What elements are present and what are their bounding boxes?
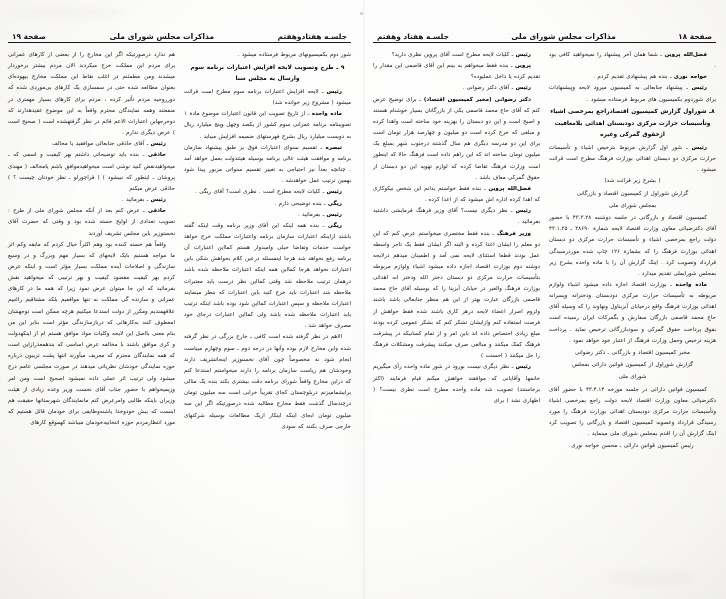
paragraph	[184, 187, 351, 198]
paragraph-text: هم ندارد درصورتیکه اگر این مخارج را از بعضی از کارهای عمرانی برای مردم این مملکت خرج میکردند الان مردم بیشتر برخوردار میشدند ومن مطمئنم در اغلب نقاط این مملکت مخارج بیهوده‌ای بعنوان مطالعه شده حتی در سمسازی یک کارهای بی‌موردی شده که دورروحیه مردم تأثیر کرده ، مردم برای کارهای بسیار مهمتری در منفعتند وهمه نمایندگان محترم واقعاً به این موضوع عقیدهدارند که دوخرجهاین اعتبارات الاعم قائم در نظر گرفتهشده است ( صحیح است ) عرض دیگری ندارم .	[8, 52, 175, 137]
signature-text: رئیس کمیسیون قوانین دارائی ـ محسن خواجه نوری	[571, 443, 694, 450]
paragraph	[184, 143, 351, 188]
paragraph-text: ـ از تاریخ تصویب این قانون اعتبارات موضوع مادة ۱ تصویبنامه برنامه عمرانی سوم کشور از یکصد وچهل وپنج میلیارد ریال به دویست میلیارد ریال بشرح فهرستهای ضمیمه افزایش میباید .	[184, 111, 351, 140]
column-left-page-right	[184, 50, 351, 590]
clause-label: ماده واحده	[311, 111, 342, 118]
speaker-name: خواجه نوری	[673, 74, 707, 81]
columns-right-page	[373, 50, 716, 590]
paragraph	[549, 213, 716, 280]
paragraph-text: ـ بفرمائید .	[121, 197, 151, 204]
paragraph-text: ـ کلیات لایحه مطرح است آقای پروین نظری دارید؟	[391, 52, 516, 58]
paragraph-text: ـ شور اول گزارش مربوط بترخیص اشیاء و تأسیسات حرارت مرکزی دو دبستان اهدائی بوزارت فرهنگ مطرح است قرائت میشود .	[549, 145, 716, 174]
paragraph-text: ـ آقای دکتر رضوانی .	[462, 85, 516, 92]
report-heading-line: شورای ملی	[618, 374, 647, 381]
paragraph	[373, 206, 540, 228]
paragraph-text: ـ تقسیم سنوای اعتبارات فوق بر طبق پیشنهاد سازمان برنامه و موافقت هیئت عالی برنامه بوسیله هیئتدولت بعمل خواهد آمد . چنانچه بعداً نیز احتیاجی به تغییر تقسیم سنواتی مزبور پیدا شود بهمین ترتیب عمل خواهدشد .	[184, 144, 351, 185]
agenda-heading-text: ۸ـ شوراول گزارش کمیسیون اقتصادراجع بمرخصی اشیاء وتأسیسات حرارت مرکزی دودبستان اهدائی بلامعافیت ازحقوق گمرکی وغیره	[550, 109, 715, 139]
column-right-page-left	[373, 50, 540, 590]
speaker-name: رئیس	[326, 189, 342, 196]
speaker-name: فضل‌الله پروین	[664, 52, 707, 58]
speaker-name: وزیر فرهنگ	[496, 230, 531, 237]
paragraph	[373, 95, 540, 184]
paragraph	[549, 143, 716, 176]
session-label-right: جلسـه هفتاد وهفتم	[377, 32, 449, 41]
speaker-name: ریگی	[327, 200, 342, 207]
report-heading-line: گزارش شوراول از کمیسیون اقتصاد و بازرگانی	[576, 190, 689, 197]
speaker-name: رئیس	[326, 211, 342, 218]
agenda-heading	[184, 63, 351, 86]
paragraph-text: ـ بنده فقط میخواهم به بینم این آقای قاصمی این مقدار را تقدیم کرده یا داخل عملیوده؟	[373, 63, 540, 81]
paragraph-text: ـ شما همان آخر پیشنهاد را نمیخواهید کافی بود .	[549, 52, 716, 70]
page-number-left: صفحة ۱۹	[12, 32, 46, 41]
paragraph	[8, 206, 175, 239]
paragraph	[373, 362, 540, 407]
speaker-name: حاذقی	[147, 152, 166, 159]
speaker-name: ریگی	[327, 222, 342, 229]
signature-text: مخبر کمیسیون اقتصاد و بازرگانی ـ دکتر رضوانی	[575, 349, 690, 356]
page-number-right: صفحة ۱۸	[678, 32, 712, 41]
paragraph-text: ـ آقای حاذقی جنابعالی موافقید یا مخالف	[52, 141, 151, 148]
paragraph	[549, 83, 716, 105]
speaker-name: فضل‌الله پروین	[488, 185, 532, 192]
column-right-page-right	[549, 50, 716, 590]
speaker-name: رئیس	[515, 52, 531, 58]
paragraph	[8, 50, 175, 139]
speaker-name: حاذقی	[147, 208, 166, 215]
publication-title-left: مذاکرات مجلس شورای ملی	[109, 32, 215, 41]
speaker-name: رئیس	[150, 141, 166, 148]
paragraph	[8, 240, 175, 430]
stage-note-text: ( بشرح زیر قرائت شد)	[604, 178, 661, 185]
paragraph	[373, 229, 540, 363]
paragraph	[373, 83, 540, 94]
paragraph	[549, 50, 716, 72]
report-heading	[549, 201, 716, 212]
page-right	[363, 0, 726, 599]
report-heading	[549, 372, 716, 383]
paragraph	[184, 199, 351, 210]
paragraph	[8, 195, 175, 206]
session-label-left: جلسـه هفتادوهفتم	[277, 32, 347, 41]
paragraph-text: ـ بنده فقط مختصری میخواستم عرض کنم که این دو معلم را ایشان اعدا کرده و البته اگر ایشان فقط یک تاجر واسطه عمل بودند قطعا استثنای لایحه نمی آمد و اطمینان میدهم درلایحه دوشنه دوم بوزارت اقتصاد اجازه داده میشود اشیاء ولوازم مربوطه بتأسیسات حرارت مرکزی دو دبستان دختر الله ودختر انه اهدائی بوزارت فرهنگ والغیر در خیابان آبزینا را که بوسیله آقای حاج محمد قاصمی بازرگان عبارت بهتر از این هم منظر جنابعالی باشد باشند ولزوم اصرار اعضاء لایحه درهر کاری باشند شده فقط خواهش از فرصت استفاده کنم وازایشان تشکر کنم که بشکر عمومی کرده بودند مبلغ زیادی اختصاص داده اند باین امر و از تمام کسانیکه در پیشرفت فرهنگ کمک میکنند و مبالغی صرف میکنند پیشرفت ومشکلات فرهنگ را حل میکنند ( احسنت )	[373, 230, 540, 360]
signature-line	[549, 441, 716, 452]
speaker-name: رئیس	[150, 197, 166, 204]
paragraph-text: ـ نظر دیگری نیست؟ آقای وزیر فرهنگ فرمایشی داشتید بفرمائید .	[373, 208, 540, 226]
paragraph	[549, 385, 716, 441]
paragraph-text: ـ بنده باید توضیحاتی داشتم بهر کیفیت و اسمی که ـ میخواهیدنقض کنید نوشی است میخواهیدموافق باشم یامخالف ( مهندی پروشان ـ اینطور که نبیشود ) ( قراچورلو ـ نظر خودتان چیست ؟ ) حاذقی عرض میکنم	[8, 152, 175, 192]
paragraph-text: ـ عرض کنم بعد از آنکه مجلس شورای ملی از طرح : تصویب تعدادی از لوایح خسته شده بود و وقتی که حضرت آقای نخستوزیر باین مجلس تشریف آوردند	[8, 208, 175, 237]
paragraph-text: ـ کلیات لایحه مطرح است . نظری است؟ آقای ریگی .	[195, 189, 327, 196]
paragraph-text: ـ لایحه افزایش اعتبارات برنامه سوم مطرح است قرائت میشود ( مشروح زیر خوانده شد)	[184, 88, 351, 107]
paragraph-text: کمیسیون قوانین دارائی در جلسه مورخه ۴۳.۴.۱۴ با حضور آقای دکترضیائی معاون وزارت اقتصاد لایحه دولت راجع بمرخصی اشیاء وتأسیسات حرارت مرکزی دودبستان اهدائی بوزارت فرهنگ را مورد رسیدگی قرارداد وعصوبه کمیسیون اقتصاد و بازرگانی را تصویب کرد اینک گزارش آن را اقدم بمجلس شورای ملی مینماید .	[549, 386, 716, 438]
paragraph	[549, 280, 716, 347]
paragraph	[184, 87, 351, 109]
agenda-heading	[549, 107, 716, 141]
paragraph	[373, 50, 540, 61]
report-heading-line: بمجلس شورای ملی	[608, 202, 657, 209]
paragraph-text: ـ بنده فقط خواستم بدانم این شخص نیکوکاری که اهدا کرده اداره اش میشود که از اعدا کرده .	[373, 185, 540, 204]
speaker-name: رئیس	[515, 364, 531, 371]
paragraph-text: ـ برای توضیح عرض کنم که آقای حاج محمد قاصمی یکی از بازرگانان بسیار خوشنام هستند و اصیح است و این دو دبستان را بهزینه خود ساخته است واهدا کرده و مبلغی که خرج کرده است دو میلیون و چهارصد هزار تومان است برای این دو مدرسه دیگری هم سال گذشته درجنوب شهر بمبلغ یک میلیون تومان ساخته اند که این راهم داده است فرهنگ حالا که اینطور است وزارت فرهنگ تقاضا کرده که لوازم تهویه این دو دبستان از حقوق گمرکی معاف باشد .	[373, 96, 540, 181]
paragraph	[373, 184, 540, 206]
paragraph	[373, 61, 540, 83]
scan-speck	[360, 12, 363, 15]
speaker-name: رئیس	[515, 208, 531, 215]
paragraph-text: واقعاً هم خسته کننده بود وهم اکثراً خیال کردم که مابقه وکم اثر ما مواجه هستیم بایک لایحهای که بسیار مهم وبزرگ و در وسیع سازندگی و اصلاحات آینده مملکت بسیار مؤثر است و اینکه عرض کردم بهر کیفیت مقصود کیفیت و بهر ترتیبی که میخواهید نقش بفرمائید که این جا میتوان عرض نمود زیرا که همه ما در کارهای عمرانی و سازنده گی مملکت نه تنها مواقعیم بلکه مشتاقیم راغبیم علاقهمندیم ومکرر از دولت استدعا میکنیم هرچه ممکن است توجهشان امعطوف کنند به‌کارهائی که دربازسازندگی مؤثر است بنابر این من بنام معنی بااصل این لایحه وکلیات مواد موافق هستم ام از اینکهدولت و کری موافق باشند با مخالفه عرض اساسی که بندهمعذرازاین است که همه نمایندگان محترم که معریف میآورند انتها پشت تریبون درباره حوزه نمایندگی خودشان نظریاتی میدهند در صورت مجلسی عامم درج میشود ولی ترتیب اثر عملی داده نمیشود اصحیح است ومن امر وزیمیخواهم با حضور جناب آقای نخست وزیر وعده زیادی از هیئت وزیران باینکه طالبی وامرعرض کنم مانمایندگان شهرستانها حقیقت هم اینست که بیش خودوخدا یاشنه‌وظایفی برای خودمان قائل هستیم که مورد انتظارمردم حوزه انتخابیه‌خودمان میباشد کهموقع کارهای	[8, 241, 175, 427]
paragraph	[184, 50, 351, 61]
paragraph-text: کمیسیون اقتصاد و بازرگانی در جلسه دوشنبه ۴۳.۳.۲۸ با حضور آقای دکترضیائی معاون وزارت اقتصاد لایحه شمارة ۳۸۶۹۰ ـ ۴۳.۱.۲۵ دولت راجع بمرخصی اشیاء و تأسیسات حرارت مرکزی دو دبستان اهدائی بوزارت فرهنگ را که بشمارة ۱۲۶ چاپ شده موردرسیدگی قرارداد وتصویب کرد . اینک گزارش آن را با ماده واحده بشرح زیر بمجلس شورایملی تقدیم میدارد .	[549, 215, 716, 277]
paragraph	[549, 72, 716, 83]
paragraph-text: ـ بفرمائید .	[297, 211, 327, 218]
report-heading	[549, 360, 716, 371]
paragraph	[8, 150, 175, 195]
paragraph	[184, 332, 351, 432]
page-header-left	[8, 24, 351, 43]
columns-left-page	[8, 50, 351, 590]
speaker-name: دکتر رضوانی (مخبر کمیسیون اقتصاد)	[423, 96, 532, 103]
paragraph-text: ـ نظر دیگری نیست بورود در شور ماده واحده رأی میگیریم خانمها وآقایانی که موافقند خواهش میکنم قیام فرمایند (اکثر برخاستند) تصویب شد ماده واحده مطرح است نظری نیست؟ ( اظهاری نشد ) برای	[373, 364, 540, 404]
signature-line	[549, 348, 716, 359]
paragraph	[184, 210, 351, 221]
speaker-name: رئیس	[326, 88, 342, 95]
speaker-name: پروین	[514, 63, 531, 70]
paragraph-text: ـ پیشنهاد جنابعالی به کمیسیون میرود لایحه وپیشنهادات برای شوردوم بکمیسیون های مربوط فرستاده میشود .	[549, 85, 716, 103]
paragraph-text: ـ بنده توضیحی دارم .	[274, 200, 328, 207]
report-heading-line: گزارش شوراول از کمیسیون قوانین دارائی بمجلس	[572, 362, 693, 369]
paragraph-text: الاهم در نظر گرفته شده است کافی ـ خارج بزرگی در نظر گرفته شده واین مخارج لازم بوده وآنها در درجه دوم ـ سوم وچهارم میباست انجام شود نه مخصوصاً چون آقای نخستوزیر اینجاتشریف دارند وخودشان هم ریاست سازمان برنامه را دارند میخواستم استدعا کنم که دراین مخارج واقعاً شورای برنامه دقت بیشتری بکند بنده یک مثالی برایشمامیزنم دربلوچستان کجای تقریباً خرابی است سه میلیون تومان درچندسال گذشت فقط مخارج مطالبه شده درصورتیکه اگر این سه میلیون تومان ابجای اینکه اینکار ازیک مطالعات بوسیله شرکتهای خارجی صرف بکنند که سودی	[184, 334, 351, 430]
speaker-name: رئیس	[691, 85, 707, 92]
paragraph-text: ـ بنده همه اینکه این آقای وزیر برنامه وقت اینکه گفته باشند ازاینکه اعتبارات سازمان برنامه واعتبارات مملکت خرج خواهد خواست خدمات وتقاضا خیلی وامیدوار هستم کمااین اعتبارات آن برنامه رفع نخواهد شد هرجا اینمسئله درعین کلام بخواهش شکی باین اعتبارات نخواهد هرجا کمااین همه اینکه اعتبارات ملاحظه شده باشد درهمان ترتیب ملاحظه شد وقتی کمااین نظر درست باید معتبرات ملاحظه شد اعتبارات باید خرج کنید باین اعتبارات که بنظر مینمایند اعتبارات ملاحظه و سپس اعتبارات کمااین شود بوده باشد اینکه ترتیب باید اعتبارات ملاحظه شده باشد ولی کمااین اعتبارات درجای خود مصرف خواهد شد .	[184, 222, 351, 330]
clause-label: تبصره	[325, 144, 342, 151]
paragraph-text: ـ بوزارت اقتصاد اجازه داده میشود اشیاء ولوازم مربوطه به تأسیسات حرارت مرکزی دودبستان ودخترانه وپسرانه اهدائی بوزارت فرهنگ واقع درخیابان آبزیناول ونهاوند را که وسیله آقای حاج محمد قاصمی بازرگان سفارش و بگمرکات ایران رسیده است بفوق پرداخت حقوق گمرکی و سودبازرگانی ترخیص نماید . پرداخت هزینه ترخیص وحمل وزارت فرهنگ از اعتبار خود خواهد نمود .	[549, 281, 716, 344]
paragraph	[184, 109, 351, 142]
paragraph-text: ـ بنده هم پیشنهادی تقدیم کردم .	[593, 74, 674, 81]
paragraph	[184, 221, 351, 333]
report-heading	[549, 189, 716, 200]
publication-title-right: مذاکرات مجلس شورای ملی	[511, 32, 616, 41]
paragraph-text: شور دوم بکمیسیونهای مربوط فرستاده میشود .	[237, 52, 351, 58]
paragraph	[8, 139, 175, 150]
speaker-name: رئیس	[691, 145, 707, 151]
column-left-page-left	[8, 50, 175, 590]
page-header-right	[373, 24, 716, 43]
stage-note	[549, 176, 716, 187]
clause-label: ماده واحده	[675, 281, 707, 288]
speaker-name: رئیس	[515, 85, 531, 92]
agenda-heading-text: ۹ ـ طرح وتصویب لایحه افزایش اعتبارات برنامه سوم وارسال به مجلس سنا	[190, 64, 345, 83]
